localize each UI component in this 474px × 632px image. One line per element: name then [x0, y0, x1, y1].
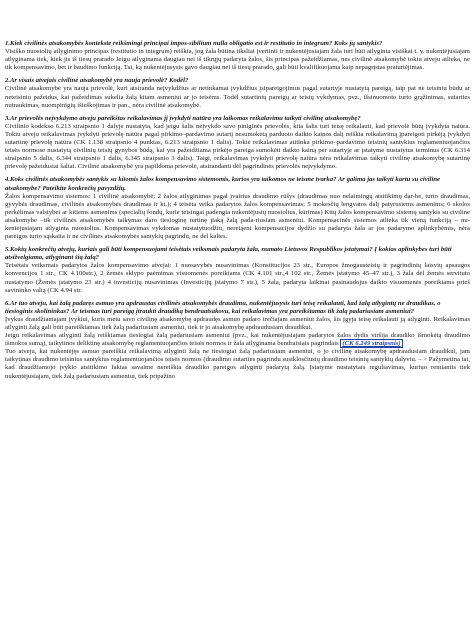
section-6: [5, 300, 470, 381]
section-5: [5, 246, 470, 295]
answer-6-paragraph-1: Įvykus draudžiamajam įvykiui, kuris metu savo civilinę atsakomybę apdraudęs asmuo padaro trečiajam asmeniui žalos, šis įgyja teisę reikalauti ją atlyginti. Reikalavimas atlyginti žalą gali būti pareiškiamas tiek žalą padariusiam asmeniui, tiek ir jo atsakomybę apdraudusiam draudikui.: [5, 315, 470, 331]
top-blank-area: [0, 0, 474, 38]
answer-2: Civilinė atsakomybė yra nauja prievolė, kuri atsiranda neįvykdžius ar netinkamai įvykdžius įsipareigojimus pagal sutartyje nustatytą pareigą, taip pat ne teisiniu būdu ar neteisiniu pažeidus, kai pažeidimas sukelia žalą kitam asmeniui ar jo teisėms. Todėl sutartinių pareigų ar teisių vykdymas, pvz., išsinuomoto turto grąžinimas, sutarties nutraukimas, nuompinigių išieškojimas ir pan., nėra civilinė atsakomybė.: [5, 85, 470, 109]
question-4: 4.Koks civilinės atsakomybės santykis su kitomis žalos kompensavimo sistemomis, kurios yra taikomos ne teisme tvarka? Ar galima jas taikyti kartu su civiline atsakomybe? Pateikite konkrečių pavyzdžių.: [5, 176, 441, 192]
section-2: [5, 77, 470, 109]
section-3: [5, 115, 470, 172]
answer-1: Visiško nuostolių atlyginimo principas (restitutio in integrum) reiškia, jog žala būtina tiksliai įvertinti ir nukentėjusiajam žala turi būti atlyginta visiškai t. y. nukentėjusiajam atlyginama tiek, kiek jis iš tiesų prarado Jeigu atlyginama daugiau nei iš tikrųjų padaryta žalos, šis principas pažeidžiamas, nes civilinė atsakomybė tokiu atveju atlieka, ne tik kompensavimo, bet ir baudimo funkciją. Tai, ką nukentėjusysis gavo daugiau nei iš tiesų prarado, gali būti kvalifikuojama kaip nepagrįstas praturtėjimas.: [5, 48, 470, 72]
question-1: 1.Kiek civilinės atsakomybės kontekste reikšmingi principai impos-sibilium nulla obligatio est ir restitutio in integrum? Koks jų santykis?: [5, 40, 383, 47]
question-6: 6.Ar tuo atveju, kai žalą padaręs asmuo yra apdraustas civilinės atsakomybės draudimu, nukentėjusysis turi teisę reikalauti, kad žalą atlygintų ne draudikas, o tiesioginis skolininkas? Ar teismas turi pareigą įtraukti draudiką bendraatsakovu, kai reikalavimas yra pareikštamas tik žalą padariusiam asmeniui?: [5, 299, 441, 315]
question-5: 5.Kokių konkrečių atvejų, kuriais gali būti kompensuojami teisėtais veiksmais padaryta žala, numato Lietuvos Respublikos įstatymai? Į kokias aplinkybes turi būti atsižvelgiama, atlyginant šią žalą?: [5, 246, 452, 262]
answer-6-paragraph-3: Tuo atveju, kai nukentėjęs asmuo pareiškia reikalavimą atlyginti žalą ne tiesiogiai žalą padariusiam asmeniui, o jo civilinę atsakomybę apdraudusiam draudikui, jam taikytinas draudimo teisinius santykius reglamentuojančios teisės normos (draudimo sutarties pagrindu susiklosčiusių draudimo teisinių santykių dalyviu. – > Pažymetina tai, kad draudžiamojo įvykio atsitikimo faktas savaime nereiškia draudiko pareigos atlyginti padarytą žalą. Įstatyme nustatytais reguliavimas, kuriuo remiantis tiek nukentėjusiajam, tiek žalą padariusiam asmeniui, tiek pripažino: [5, 348, 470, 380]
answer-3: Civilinio kodekso 6.213 straipsnio 1 dalyje nustatyta, kad jeigu šalis neįvykdo savo piniginės prievolės, kita šalis turi teisę reikalauti, kad prievolė būtų įvykdyta natūra. Tokiu atveju reikalavimas įvykdyti prievolę natūra pagal pirkimo–pardavimo sutartį nesumokėtą parduoto daikto kainos dalį reiškia reikalavimą įpareigoti pirkėją įvykdyti sutartinę prievolę natūra (CK 1.138 straipsnio 4 punktas, 6.213 straipsnio 1 dalis). Tokie reikalavimas atitinka pirkimo–pardavimo teisinių santykius reglamentuojančios teisės normose nustatytą civilinių teisių gynybos būdą, kai yra pažeidžiama pirkėjo pareiga sumokėti daikto kainą per sutartyje ar įstatyme nustatytus terminus (CK 6.314 straipsnio 5 dalis, 6.344 straipsnio 1 dalis, 6.345 straipsnio 3 dalis). Taigi, reikalavimas įvykdyti prievolę natūra nėra reikalavimas taikyti civilinę atsakomybę sutartinę prievolę pažeidusiai šaliai. Civilinė atsakomybė yra papildoma prievolė, atsirandanti dėl pagrindinės prievolės neįvykdymo.: [5, 122, 470, 171]
section-4: [5, 176, 470, 241]
document-content: [5, 40, 470, 386]
answer-5: Teisėtais veiksmais padarytos žalos kompensavimo atvejai: 1 nuosavybės nusavinimas (Konstitucijos 23 str., Europos žmogausteisių ir pagrindinių laisvių apsaugos konvencijos 1 str., CK 4.100str.), 2 žemės sklypo paėmimas visuomenės poreikiams (CK 4.101 str.,4 102 str., Žemės įstatymo 45–47 str.), 3 žala dėl žemės servituto nustatymo (Žemės įstatymo 23 str.) 4 investicijų nusavinimas (Investicijų įstatymo 7 str.), 5 žala, padaryta laikinai pasinaudojus daikto visuomenės poreikiams prieš savininko valią (CK 4.94 str.: [5, 262, 470, 294]
section-1: [5, 40, 470, 72]
answer-6-paragraph-2-text: Jeigu reikalavimas atlyginti žalą reiškiamas tiesiogiai žalą padariusiam asmeniui (pvz., kai nukentėjusiajam padarytos žalos dydis viršija draudiko išmokėtą draudimo išmokos sumą), taikytinos deliktinę atsakomybę reglamentuojančios teisės normos ir žala atlyginama bendraisiais pagrindais: [5, 332, 470, 348]
answer-4: Žalos kompensavimo sistemos: 1 civilinė atsakomybė; 2 žalos atlyginimas pagal įvairius draudimo rūšys (draudimas nuo nelaimingų atsitikimų dar-be, turto draudimas, gyvybės draudimas, civilinės atsakomybės draudimas ir kt.); 4 teisėta veika padarytos žalos kompensavimas; 5 mokesčių lengvatos dalį patyrusiems asmenims; 6 skolos perkėlimas valstybei ar kitiems asmenims (specialių fondų, kurie teisingai padengia nukentėjusių nuostolius, kūrimas) Kitų žalos kompensavimo sistemų santykis su civiline atsakomybe –tik civilinės atsakomybės taikymas daro tiesioginę turtinę įtaką žalą pada-riusiam asmeniui. Kompensacinės sistemos atlieka tik vieną funkciją – nu-kentėjusiajam atlyginta nuostolius. Kompensavimas vykdomas nustatytuodžiu, nereiąent kompensacijos dydžio su padaryta žala ar jos padarymo aplinkybėmis, nėra pareigos turto sąskaita ir ne civilinės atsakomybės santykių pagrindu, ne del kaltes.: [5, 192, 470, 241]
question-2: 2.Ar visais atvejais civilinė atsakomybė yra nauja prievolė? Kodėl?: [5, 77, 189, 85]
question-3: 3.Ar prievolės neįvykdymo atveju pareikštas reikalavimas jį įvykdyti natūra yra laikomas reikalavimu taikyti civilinę atsakomybę?: [5, 114, 361, 122]
ck-6-249-link[interactable]: (CK 6.249 straipsnis): [342, 340, 401, 348]
answer-6-paragraph-2: [5, 332, 470, 348]
